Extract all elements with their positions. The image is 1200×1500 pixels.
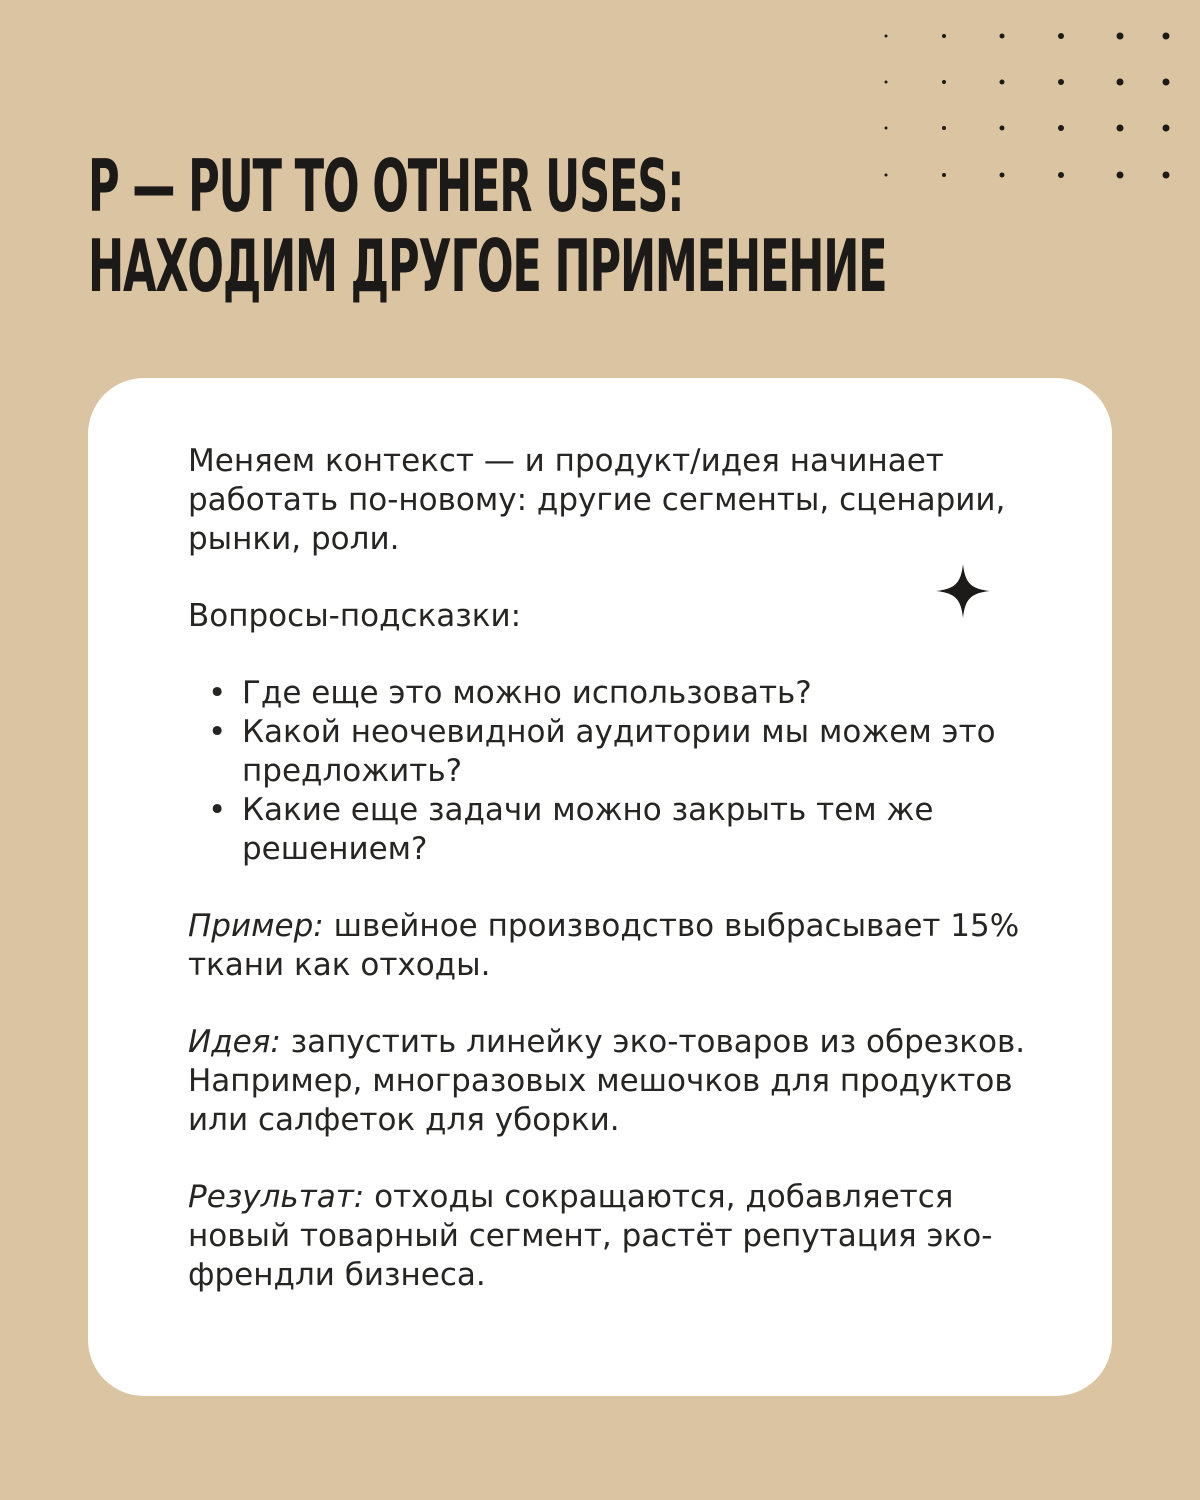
question-text: Какие еще задачи можно закрыть тем же решением?: [242, 792, 934, 867]
example-text: швейное производство выбрасывает 15% ткани как отходы.: [188, 908, 1020, 983]
idea-label: Идея:: [188, 1024, 281, 1060]
result-paragraph: [188, 1178, 1048, 1295]
title-line-1: P — PUT TO OTHER USES:: [88, 144, 684, 228]
bullet-icon: •: [208, 714, 227, 750]
card-body: [188, 442, 1048, 1295]
idea-text: запустить линейку эко-товаров из обрезков. Например, многразовых мешочков для продуктов или салфеток для уборки.: [188, 1024, 1026, 1138]
result-text: отходы сокращаются, добавляется новый товарный сегмент, растёт репутация эко-френдли бизнеса.: [188, 1179, 993, 1293]
intro-paragraph: Меняем контекст — и продукт/идея начинает работать по-новому: другие сегменты, сценарии, рынки, роли.: [188, 443, 1006, 557]
question-text: Где еще это можно использовать?: [242, 675, 812, 711]
example-paragraph: [188, 907, 1048, 985]
question-text: Какой неочевидной аудитории мы можем это предложить?: [242, 714, 996, 789]
page-title: [88, 146, 886, 306]
list-item: [188, 791, 1048, 869]
result-label: Результат:: [188, 1179, 365, 1215]
questions-list: [188, 674, 1048, 869]
list-item: [188, 674, 1048, 713]
questions-heading: Вопросы-подсказки:: [188, 598, 522, 634]
bullet-icon: •: [208, 792, 227, 828]
title-line-2: НАХОДИМ ДРУГОЕ ПРИМЕНЕНИЕ: [88, 224, 887, 308]
content-card: [88, 378, 1112, 1396]
list-item: [188, 713, 1048, 791]
dot-grid-decoration: [870, 18, 1170, 208]
bullet-icon: •: [208, 675, 227, 711]
example-label: Пример:: [188, 908, 324, 944]
idea-paragraph: [188, 1023, 1048, 1140]
